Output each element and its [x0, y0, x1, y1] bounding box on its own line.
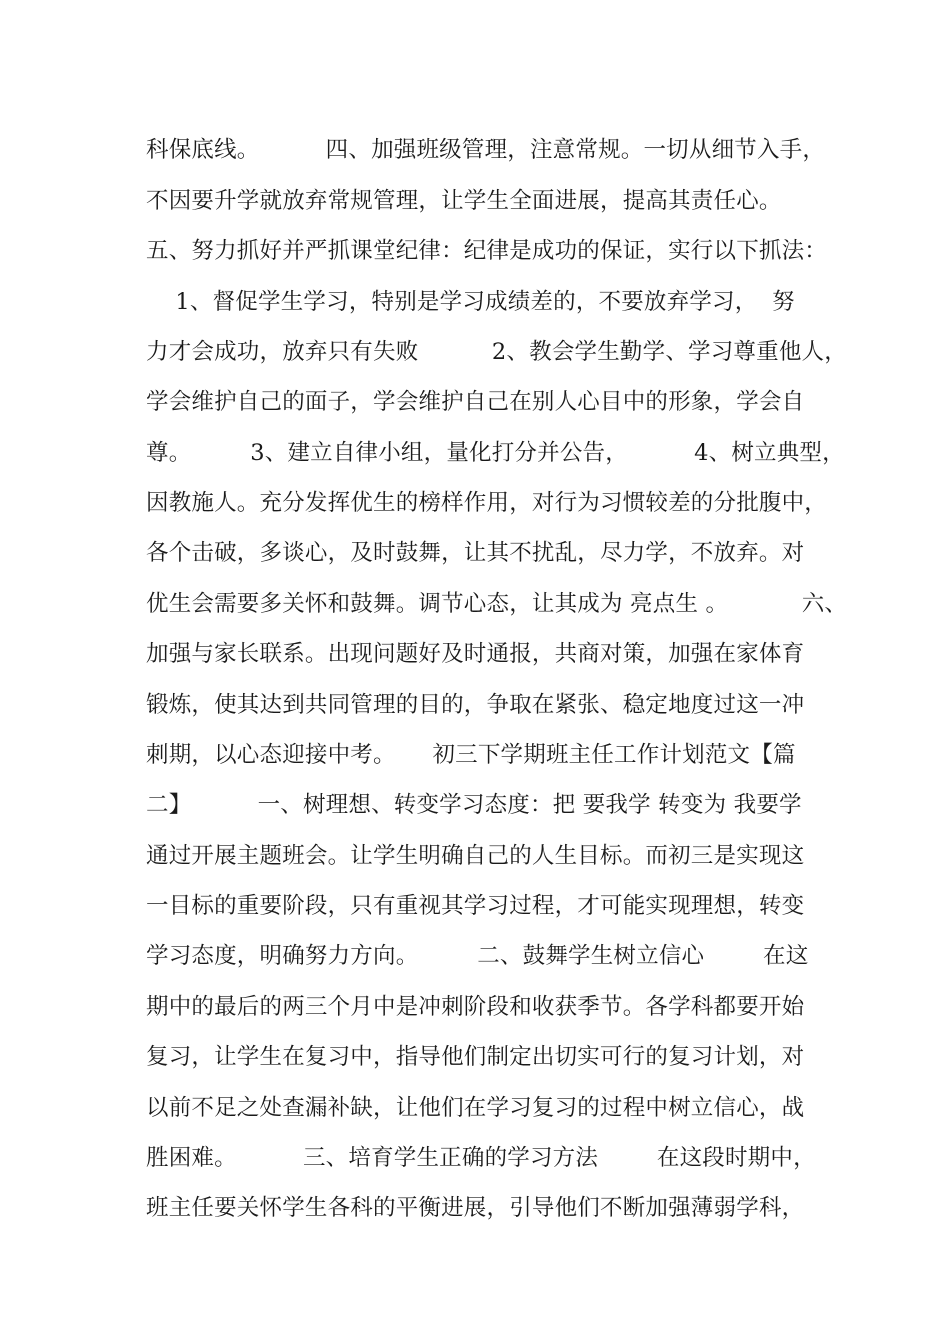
- text-line: 优生会需要多关怀和鼓舞。调节心态，让其成为 亮点生 。 六、: [146, 591, 848, 617]
- text-line: 二】 一、树理想、转变学习态度：把 要我学 转变为 我要学: [146, 792, 802, 818]
- text-line: 五、努力抓好并严抓课堂纪律：纪律是成功的保证，实行以下抓法：: [146, 238, 828, 264]
- text-line: 学会维护自己的面子，学会维护自己在别人心目中的形象，学会自: [146, 389, 805, 415]
- text-line: 科保底线。 四、加强班级管理，注意常规。一切从细节入手，: [146, 137, 826, 163]
- text-line: 学习态度，明确努力方向。 二、鼓舞学生树立信心 在这: [146, 943, 809, 969]
- text-line: 胜困难。 三、培育学生正确的学习方法 在这段时期中，: [146, 1145, 816, 1171]
- text-line: 各个击破，多谈心，及时鼓舞，让其不扰乱，尽力学，不放弃。对: [146, 540, 805, 566]
- text-line: 通过开展主题班会。让学生明确自己的人生目标。而初三是实现这: [146, 843, 805, 869]
- text-line: 力才会成功，放弃只有失败 2、教会学生勤学、学习尊重他人，: [146, 339, 847, 365]
- text-line: 因教施人。充分发挥优生的榜样作用，对行为习惯较差的分批腹中，: [146, 490, 828, 516]
- text-line: 期中的最后的两三个月中是冲刺阶段和收获季节。各学科都要开始: [146, 994, 805, 1020]
- text-line: 班主任要关怀学生各科的平衡进展，引导他们不断加强薄弱学科，: [146, 1195, 805, 1221]
- text-line: 复习，让学生在复习中，指导他们制定出切实可行的复习计划，对: [146, 1044, 805, 1070]
- text-line: 锻炼，使其达到共同管理的目的，争取在紧张、稳定地度过这一冲: [146, 692, 805, 718]
- text-line: 加强与家长联系。出现问题好及时通报，共商对策，加强在家体育: [146, 641, 805, 667]
- text-line: 尊。 3、建立自律小组，量化打分并公告， 4、树立典型，: [146, 440, 845, 466]
- text-line: 以前不足之处查漏补缺，让他们在学习复习的过程中树立信心，战: [146, 1095, 805, 1121]
- text-line: 不因要升学就放弃常规管理，让学生全面进展，提高其责任心。: [146, 188, 782, 214]
- text-line: 1、督促学生学习，特别是学习成绩差的，不要放弃学习， 努: [146, 289, 795, 315]
- text-line: 一目标的重要阶段，只有重视其学习过程，才可能实现理想，转变: [146, 893, 805, 919]
- text-line: 刺期，以心态迎接中考。 初三下学期班主任工作计划范文【篇: [146, 742, 796, 768]
